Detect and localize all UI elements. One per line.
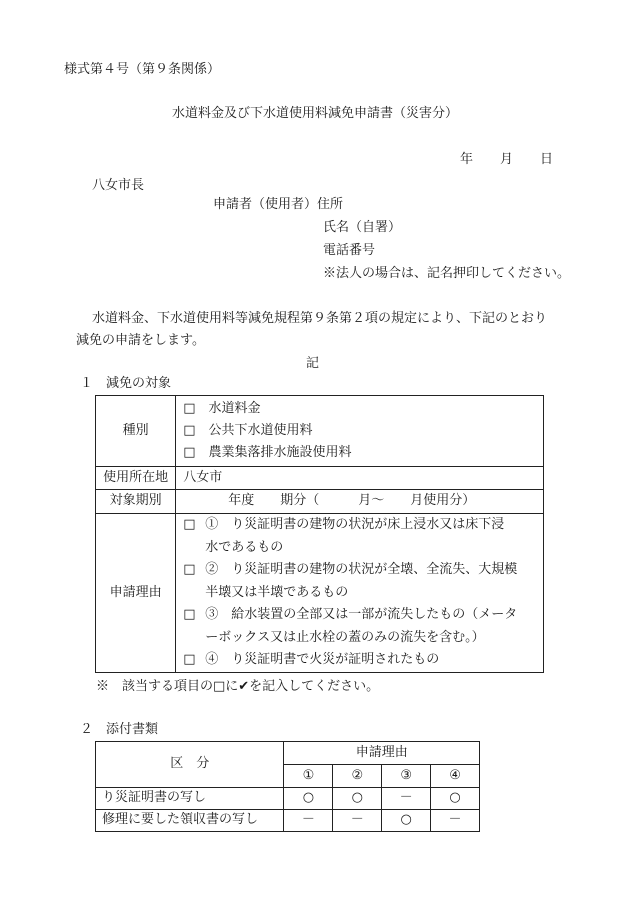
intro-line-2: 減免の申請をします。 [76, 333, 205, 348]
mark-cell: － [382, 788, 431, 810]
attachments-table [95, 741, 480, 832]
table-row [96, 788, 480, 810]
corporate-note: ※法人の場合は、記名押印してください。 [323, 266, 571, 281]
table-row [96, 810, 480, 832]
reason-option-3[interactable]: □ ③ 給水装置の全部又は一部が流失したもの（メータ ーボックス又は止水栓の蓋のみの流失を含む。） [183, 604, 543, 649]
doc-repair-receipt: 修理に要した領収書の写し [96, 810, 284, 832]
document-title: 水道料金及び下水道使用料減免申請書（災害分） [171, 106, 458, 121]
applicant-address-label: 申請者（使用者）住所 [213, 197, 344, 212]
location-label: 使用所在地 [96, 467, 176, 490]
period-label: 対象期別 [96, 490, 176, 514]
form-id: 様式第４号（第９条関係） [64, 62, 221, 77]
reason-option-2[interactable]: □ ② り災証明書の建物の状況が全壊、全流失、大規模 半壊又は半壊であるもの [183, 559, 543, 604]
table-row [96, 742, 480, 765]
checkbox-icon[interactable]: □ [183, 652, 196, 668]
reason-header: 申請理由 [284, 742, 480, 765]
applicant-name-label: 氏名（自署） [323, 220, 402, 235]
section2-heading: ２ 添付書類 [80, 722, 159, 737]
doc-disaster-certificate: り災証明書の写し [96, 788, 284, 810]
applicant-phone-label: 電話番号 [323, 243, 376, 258]
date-year: 年 [460, 152, 474, 167]
mark-cell: ○ [382, 810, 431, 832]
reason-label: 申請理由 [96, 514, 176, 673]
reason-option-1[interactable]: □ ① り災証明書の建物の状況が床上浸水又は床下浸 水であるもの [183, 514, 543, 559]
reason-number-1: ① [284, 765, 333, 788]
mark-cell: ○ [333, 788, 382, 810]
date-month: 月 [500, 152, 514, 167]
table-row [96, 490, 544, 514]
checkbox-icon[interactable]: □ [183, 607, 196, 623]
type-option-agri[interactable]: □ 農業集落排水施設使用料 [183, 445, 352, 460]
ki-label: 記 [306, 356, 320, 371]
addressee: 八女市長 [92, 178, 145, 193]
type-options [176, 396, 544, 467]
table-row [96, 396, 544, 467]
type-label: 種別 [96, 396, 176, 467]
reason-options [176, 514, 544, 673]
checkbox-icon[interactable]: □ [183, 517, 196, 533]
reason-number-2: ② [333, 765, 382, 788]
table-row [96, 514, 544, 673]
reason-option-4[interactable]: □ ④ り災証明書で火災が証明されたもの [183, 649, 543, 672]
type-option-sewer[interactable]: □ 公共下水道使用料 [183, 423, 313, 438]
mark-cell: ○ [431, 788, 480, 810]
period-value: 年度 期分（ 月～ 月使用分） [176, 490, 544, 514]
reason-number-3: ③ [382, 765, 431, 788]
intro-line-1: 水道料金、下水道使用料等減免規程第９条第２項の規定により、下記のとおり [92, 311, 548, 326]
mark-cell: － [431, 810, 480, 832]
checkmark-note: ※ 該当する項目の□に✔を記入してください。 [96, 679, 380, 694]
checkbox-icon[interactable]: □ [183, 562, 196, 578]
date-day: 日 [540, 152, 554, 167]
section1-heading: １ 減免の対象 [80, 376, 172, 391]
mark-cell: － [284, 810, 333, 832]
reason-number-4: ④ [431, 765, 480, 788]
table-row [96, 467, 544, 490]
reduction-target-table [95, 395, 544, 673]
mark-cell: － [333, 810, 382, 832]
category-header: 区 分 [96, 742, 284, 788]
location-value: 八女市 [176, 467, 544, 490]
mark-cell: ○ [284, 788, 333, 810]
type-option-water[interactable]: □ 水道料金 [183, 401, 261, 416]
